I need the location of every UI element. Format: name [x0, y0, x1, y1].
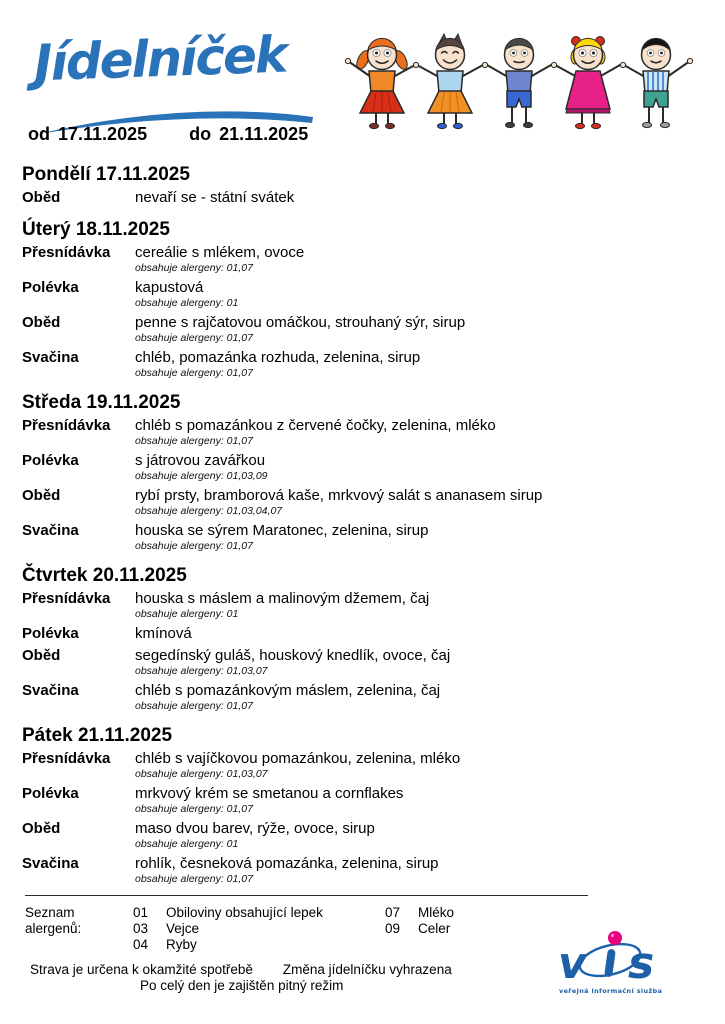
meal-description: rohlík, česneková pomazánka, zelenina, sirup	[135, 855, 439, 872]
meal-label: Přesnídávka	[22, 244, 111, 261]
meal-allergens: obsahuje alergeny: 01	[135, 608, 239, 620]
vis-tagline: veřejná informační služba	[559, 987, 663, 995]
meal-allergens: obsahuje alergeny: 01,03,07	[135, 665, 268, 677]
allergen-name: Vejce	[166, 921, 200, 936]
meal-description: kmínová	[135, 625, 192, 642]
meal-label: Svačina	[22, 855, 79, 872]
meal-description: mrkvový krém se smetanou a cornflakes	[135, 785, 404, 802]
date-to: 21.11.2025	[219, 124, 309, 144]
meal-row	[22, 625, 725, 643]
meal-allergens: obsahuje alergeny: 01,07	[135, 435, 253, 447]
meal-row	[22, 750, 725, 781]
day-section-tuesday	[22, 219, 725, 380]
day-title: Úterý 18.11.2025	[22, 219, 170, 240]
meal-row	[22, 682, 725, 713]
allergen-code: 07	[385, 905, 401, 920]
allergen-legend-label: Seznam alergenů:	[25, 905, 82, 936]
date-to-label: do	[189, 124, 212, 144]
meal-description: maso dvou barev, rýže, ovoce, sirup	[135, 820, 375, 837]
meal-allergens: obsahuje alergeny: 01,03,07	[135, 768, 268, 780]
meal-row	[22, 417, 725, 448]
date-from: 17.11.2025	[58, 124, 148, 144]
allergen-name: Mléko	[418, 905, 455, 920]
meal-row	[22, 820, 725, 851]
consumption-note: Strava je určena k okamžité spotřebě	[30, 962, 253, 977]
page-header	[0, 0, 725, 158]
children-illustration	[342, 33, 697, 133]
meal-allergens: obsahuje alergeny: 01,07	[135, 367, 253, 379]
allergen-name: Obiloviny obsahující lepek	[166, 905, 323, 920]
meal-allergens: obsahuje alergeny: 01,07	[135, 803, 253, 815]
meal-row	[22, 314, 725, 345]
allergen-name: Celer	[418, 921, 451, 936]
meal-label: Svačina	[22, 349, 79, 366]
date-range	[28, 124, 308, 145]
allergen-column-2	[385, 905, 454, 953]
meal-description: kapustová	[135, 279, 204, 296]
meal-allergens: obsahuje alergeny: 01,07	[135, 332, 253, 344]
meal-allergens: obsahuje alergeny: 01,07	[135, 540, 253, 552]
day-section-friday	[22, 725, 725, 886]
allergen-column-1	[133, 905, 385, 953]
child-girl-pink-dress	[551, 37, 620, 129]
vis-letter-v: v	[558, 938, 587, 989]
allergen-item	[133, 905, 385, 921]
day-section-thursday	[22, 565, 725, 713]
meal-label: Polévka	[22, 785, 79, 802]
meal-description: houska s máslem a malinovým džemem, čaj	[135, 590, 430, 607]
meal-description: houska se sýrem Maratonec, zelenina, sirup	[135, 522, 429, 539]
child-girl-orange	[345, 38, 415, 128]
vis-letter-s: s	[628, 938, 655, 989]
meal-description: cereálie s mlékem, ovoce	[135, 244, 305, 261]
meal-description: nevaří se - státní svátek	[135, 189, 295, 206]
change-note: Změna jídelníčku vyhrazena	[282, 962, 452, 977]
meal-label: Polévka	[22, 452, 79, 469]
footer-divider	[25, 895, 588, 896]
meal-label: Přesnídávka	[22, 590, 111, 607]
meal-row	[22, 189, 725, 207]
meal-row	[22, 487, 725, 518]
meal-label: Svačina	[22, 682, 79, 699]
meal-description: chléb, pomazánka rozhuda, zelenina, sirup	[135, 349, 421, 366]
weekly-menu	[0, 158, 725, 886]
meal-label: Přesnídávka	[22, 417, 111, 434]
allergen-name: Ryby	[166, 937, 197, 952]
meal-row	[22, 522, 725, 553]
day-title: Čtvrtek 20.11.2025	[22, 565, 187, 586]
meal-description: s játrovou zavářkou	[135, 452, 266, 469]
meal-row	[22, 855, 725, 886]
meal-description: chléb s pomazánkou z červené čočky, zelenina, mléko	[135, 417, 496, 434]
allergen-code: 09	[385, 921, 401, 936]
meal-row	[22, 785, 725, 816]
meal-label: Oběd	[22, 314, 61, 331]
meal-description: penne s rajčatovou omáčkou, strouhaný sýr, sirup	[135, 314, 466, 331]
day-section-wednesday	[22, 392, 725, 553]
meal-row	[22, 590, 725, 621]
date-from-label: od	[28, 124, 50, 144]
meal-allergens: obsahuje alergeny: 01,07	[135, 700, 253, 712]
meal-allergens: obsahuje alergeny: 01	[135, 297, 239, 309]
meal-row	[22, 349, 725, 380]
allergen-code: 04	[133, 937, 149, 952]
vis-logo	[556, 929, 668, 1002]
day-title: Pátek 21.11.2025	[22, 725, 173, 746]
allergen-code: 03	[133, 921, 149, 936]
child-boy-striped	[620, 38, 692, 127]
menu-logo-title: Jídelníček	[33, 25, 288, 93]
allergen-item	[133, 937, 385, 953]
meal-allergens: obsahuje alergeny: 01	[135, 838, 239, 850]
day-title: Pondělí 17.11.2025	[22, 164, 190, 185]
allergen-code: 01	[133, 905, 149, 920]
meal-label: Polévka	[22, 279, 79, 296]
meal-allergens: obsahuje alergeny: 01,03,09	[135, 470, 268, 482]
meal-description: chléb s vajíčkovou pomazánkou, zelenina, mléko	[135, 750, 461, 767]
day-section-monday	[22, 164, 725, 207]
meal-label: Přesnídávka	[22, 750, 111, 767]
meal-label: Oběd	[22, 189, 61, 206]
meal-label: Svačina	[22, 522, 79, 539]
allergen-item	[385, 905, 454, 921]
meal-description: chléb s pomazánkovým máslem, zelenina, čaj	[135, 682, 441, 699]
meal-allergens: obsahuje alergeny: 01,07	[135, 262, 253, 274]
meal-row	[22, 244, 725, 275]
allergen-item	[385, 921, 454, 937]
meal-label: Oběd	[22, 647, 61, 664]
meal-row	[22, 647, 725, 678]
meal-label: Polévka	[22, 625, 79, 642]
meal-allergens: obsahuje alergeny: 01,03,04,07	[135, 505, 283, 517]
vis-dot-icon	[608, 931, 622, 945]
meal-description: segedínský guláš, houskový knedlík, ovoce, čaj	[135, 647, 451, 664]
meal-allergens: obsahuje alergeny: 01,07	[135, 873, 253, 885]
meal-label: Oběd	[22, 487, 61, 504]
meal-row	[22, 279, 725, 310]
meal-description: rybí prsty, bramborová kaše, mrkvový salát s ananasem sirup	[135, 487, 543, 504]
meal-row	[22, 452, 725, 483]
meal-label: Oběd	[22, 820, 61, 837]
drinking-regime-note: Po celý den je zajištěn pitný režim	[140, 978, 344, 993]
child-girl-blue-top	[413, 34, 483, 129]
allergen-item	[133, 921, 385, 937]
day-title: Středa 19.11.2025	[22, 392, 181, 413]
child-boy-blue	[482, 38, 551, 127]
